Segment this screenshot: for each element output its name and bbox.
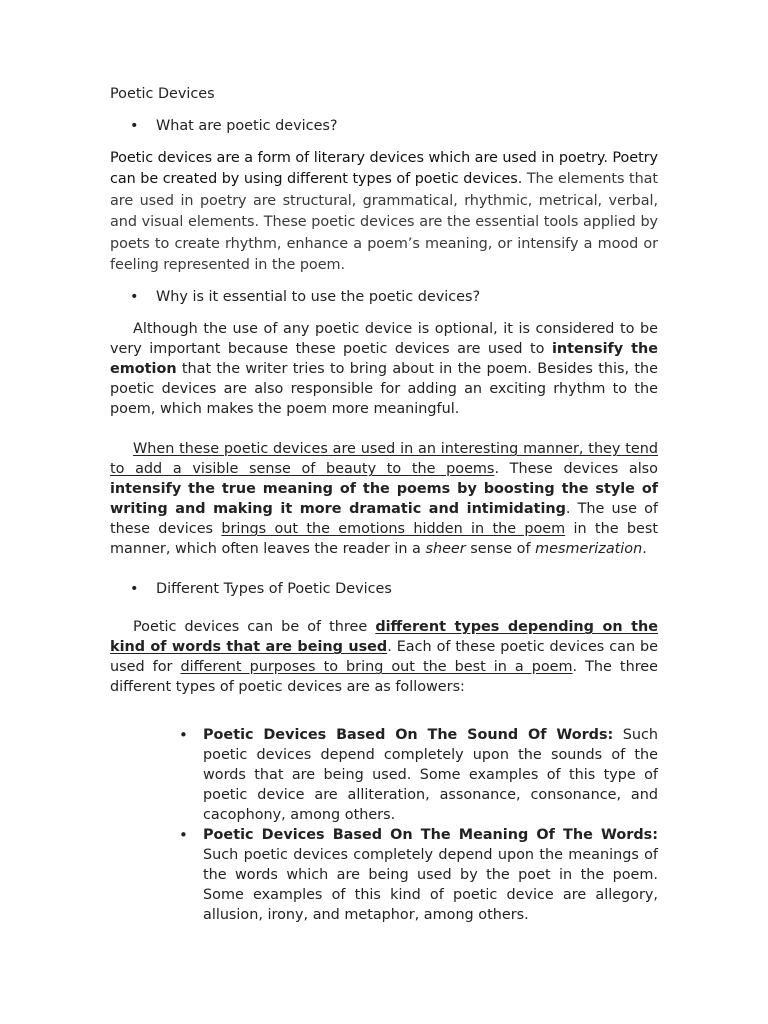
beauty-text-b: . These devices also <box>494 461 658 478</box>
beauty-text-f: in the best manner, which often leaves the reader in a <box>110 521 658 558</box>
importance-text-c: that the writer tries to bring about in the poem. Besides this, the poetic devices are also responsible for adding an exciting rhythm to the poem, which makes the poem more meaningful. <box>110 361 658 418</box>
type-heading: Poetic Devices Based On The Sound Of Words: <box>203 727 614 744</box>
importance-bold: intensify the emotion <box>110 341 658 378</box>
type-heading: Poetic Devices Based On The Meaning Of The Words: <box>203 827 658 844</box>
beauty-underline: When these poetic devices are used in an interesting manner, they tend to add a visible sense of beauty to the poems <box>110 441 658 478</box>
paragraph-types-intro <box>110 617 658 697</box>
paragraph-importance <box>110 319 658 419</box>
beauty-italic-sheer: sheer <box>425 541 466 558</box>
definition-sentence: Poetic devices are a form of literary devices which are used in poetry. Poetry can be created by using different types of poetic devices. <box>110 150 658 188</box>
types-text-e: . The three different types of poetic devices are as followers: <box>110 659 659 696</box>
question-why-essential: • Why is it essential to use the poetic devices? <box>110 287 658 307</box>
beauty-text-d: . The use of these devices <box>110 501 658 538</box>
beauty-underline-emotions: brings out the emotions hidden in the poem <box>221 521 566 538</box>
elements-sentence: The elements that are used in poetry are structural, grammatical, rhythmic, metrical, verbal, and visual elements. These poetic devices are the essential tools applied by poets to create rhythm, enhance a poem’s meaning, or intensify a mood or feeling represented in the poem. <box>110 171 659 274</box>
types-text-a: Poetic devices can be of three <box>133 619 376 636</box>
type-text: Such poetic devices completely depend upon the meanings of the words which are being used by the poet in the poem. Some examples of this kind of poetic device are allegory, allusion, irony, and metaphor, among others. <box>203 847 658 924</box>
types-text-c: . Each of these poetic devices can be used for <box>110 639 658 676</box>
document-title: Poetic Devices <box>110 86 215 102</box>
types-list <box>110 725 658 925</box>
types-underline: different purposes to bring out the best in a poem <box>180 659 573 676</box>
question-what-are-poetic-devices: • What are poetic devices? <box>110 116 658 136</box>
document-page <box>110 84 658 925</box>
beauty-text-j: . <box>642 541 647 558</box>
beauty-text-h: sense of <box>465 541 536 558</box>
type-text: Such poetic devices depend completely upon the sounds of the words that are being used. Some examples of this type of poetic device are alliteration, assonance, consonance, and cacophony, among others. <box>203 727 658 824</box>
list-item <box>203 725 658 825</box>
beauty-italic-mesmerization: mesmerization <box>535 541 643 558</box>
paragraph-definition <box>110 148 658 276</box>
importance-text-a: Although the use of any poetic device is optional, it is considered to be very important because these poetic devices are used to <box>110 321 658 358</box>
list-item <box>203 825 658 925</box>
paragraph-beauty <box>110 439 658 559</box>
beauty-bold: intensify the true meaning of the poems by boosting the style of writing and making it more dramatic and intimidating <box>110 481 658 518</box>
types-bold-underline: different types depending on the kind of words that are being used <box>110 619 658 656</box>
question-different-types: • Different Types of Poetic Devices <box>110 579 658 599</box>
